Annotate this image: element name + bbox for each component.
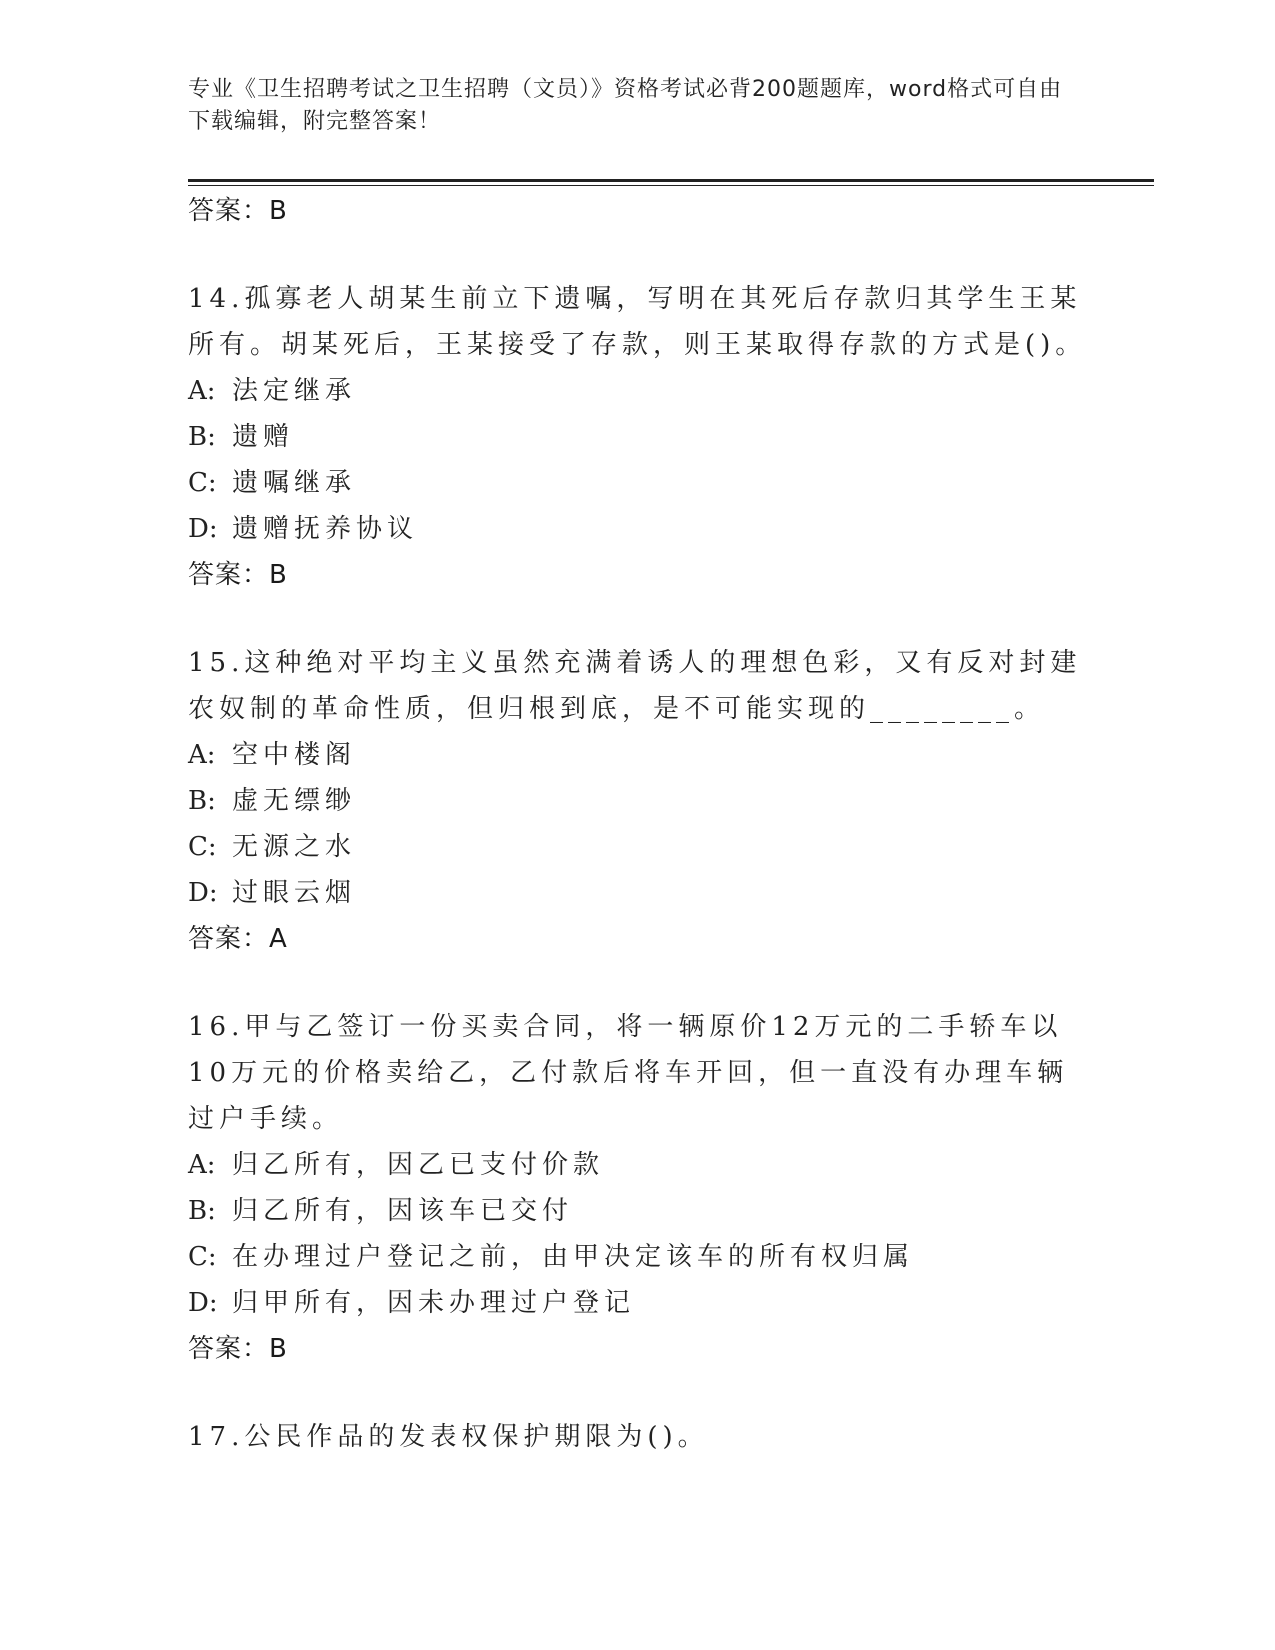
option-text: 空中楼阁: [232, 740, 357, 770]
option-letter: C:: [188, 832, 217, 862]
option-letter: C:: [188, 1242, 217, 1272]
option-letter: A:: [188, 740, 216, 770]
option-text: 遗赠: [232, 422, 295, 452]
option-b: [188, 1188, 1088, 1234]
option-letter: B:: [188, 1196, 216, 1226]
header-divider: [188, 179, 1154, 182]
option-letter: A:: [188, 1150, 216, 1180]
question-text: 16.甲与乙签订一份买卖合同，将一辆原价12万元的二手轿车以10万元的价格卖给乙，乙付款后将车开回，但一直没有办理车辆过户手续。: [188, 1012, 1069, 1134]
option-letter: D:: [188, 878, 218, 908]
page-header: [188, 74, 1068, 138]
option-text: 归乙所有，因该车已交付: [232, 1196, 574, 1226]
option-text: 遗嘱继承: [232, 468, 357, 498]
option-d: [188, 870, 1088, 916]
question-block: [188, 640, 1088, 962]
question-text: 17.公民作品的发表权保护期限为()。: [188, 1422, 709, 1452]
option-c: [188, 824, 1088, 870]
option-d: [188, 1280, 1088, 1326]
option-text: 虚无缥缈: [232, 786, 357, 816]
option-letter: D:: [188, 1288, 218, 1318]
question-block: [188, 1414, 1088, 1460]
option-text: 归乙所有，因乙已支付价款: [232, 1150, 605, 1180]
answer-line: 答案：B: [188, 196, 288, 226]
option-a: [188, 732, 1088, 778]
option-letter: D:: [188, 514, 218, 544]
option-text: 过眼云烟: [232, 878, 357, 908]
option-d: [188, 506, 1088, 552]
option-a: [188, 1142, 1088, 1188]
question-text: 14.孤寡老人胡某生前立下遗嘱，写明在其死后存款归其学生王某所有。胡某死后，王某接受了存款，则王某取得存款的方式是()。: [188, 284, 1087, 360]
question-list: [188, 188, 1088, 1460]
answer-line: 答案：B: [188, 560, 288, 590]
option-b: [188, 778, 1088, 824]
option-c: [188, 460, 1088, 506]
option-letter: B:: [188, 422, 216, 452]
option-c: [188, 1234, 1088, 1280]
option-a: [188, 368, 1088, 414]
header-title: 专业《卫生招聘考试之卫生招聘（文员）》资格考试必背200题题库，word格式可自由下载编辑，附完整答案！: [188, 77, 1063, 134]
question-block: [188, 1004, 1088, 1372]
option-text: 法定继承: [232, 376, 357, 406]
option-letter: C:: [188, 468, 217, 498]
option-text: 遗赠抚养协议: [232, 514, 419, 544]
option-text: 归甲所有，因未办理过户登记: [232, 1288, 636, 1318]
question-text: 15.这种绝对平均主义虽然充满着诱人的理想色彩，又有反对封建农奴制的革命性质，但归根到底，是不可能实现的________。: [188, 648, 1082, 724]
option-text: 在办理过户登记之前，由甲决定该车的所有权归属: [232, 1242, 915, 1272]
answer-line: 答案：A: [188, 924, 288, 954]
header-divider-thin: [188, 185, 1154, 186]
option-letter: A:: [188, 376, 216, 406]
option-text: 无源之水: [232, 832, 357, 862]
option-b: [188, 414, 1088, 460]
question-block: [188, 276, 1088, 598]
answer-line: 答案：B: [188, 1334, 288, 1364]
option-letter: B:: [188, 786, 216, 816]
